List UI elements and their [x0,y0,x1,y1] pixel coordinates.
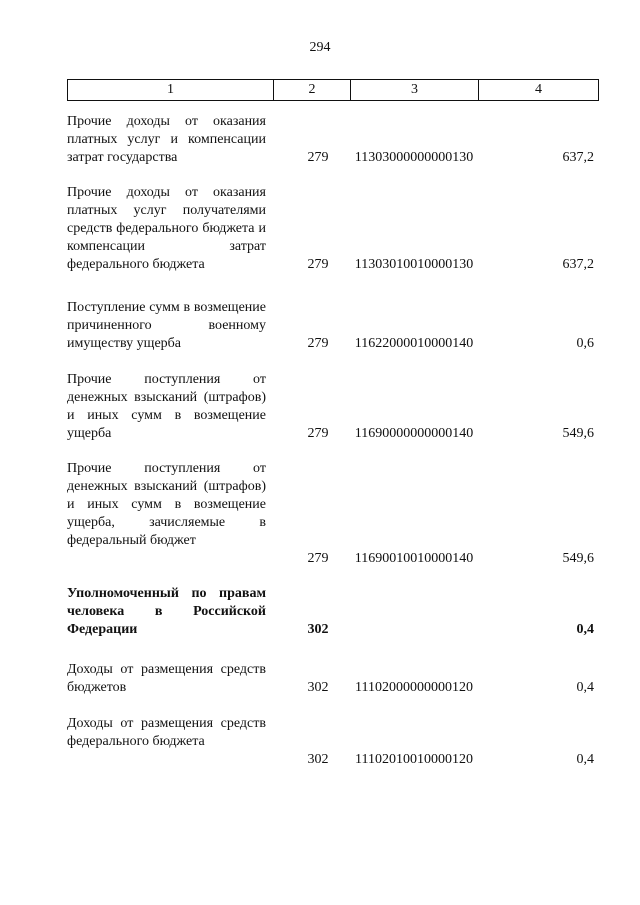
row-description: Прочие поступления от денежных взысканий (штрафов) и иных сумм в возмещение ущерба [67,372,266,441]
row-amount: 637,2 [562,257,594,272]
row-budget-code: 11102000000000120 [355,680,473,695]
row-budget-code: 11622000010000140 [354,336,474,351]
row-admin-code: 279 [307,426,329,441]
header-col-3: 3 [351,80,479,100]
row-description: Доходы от размещения средств федерального бюджета [67,716,266,749]
row-admin-code: 279 [307,257,329,272]
row-amount: 0,6 [576,336,594,351]
row-budget-code: 11690010010000140 [354,551,474,566]
page-number: 294 [309,40,331,55]
row-description: Прочие поступления от денежных взысканий (штрафов) и иных сумм в возмещение ущерба, зачисляемые в федеральный бюджет [67,461,266,548]
header-col-1: 1 [68,80,274,100]
table-row [67,585,599,639]
row-amount: 0,4 [576,752,594,767]
table-header [67,79,599,101]
row-amount: 549,6 [562,551,594,566]
row-budget-code: 11303010010000130 [354,257,474,272]
row-amount: 549,6 [562,426,594,441]
row-budget-code: 11690000000000140 [354,426,474,441]
row-admin-code: 279 [307,336,329,351]
table-row [67,113,599,167]
row-description: Поступление сумм в возмещение причиненного военному имуществу ущерба [67,300,266,351]
row-budget-code: 11303000000000130 [354,150,474,165]
table-row [67,715,599,769]
row-description: Уполномоченный по правам человека в Российской Федерации [67,586,266,637]
table-row [67,460,599,568]
table-row [67,184,599,274]
row-amount: 0,4 [576,680,594,695]
table-row [67,371,599,443]
row-description: Прочие доходы от оказания платных услуг и компенсации затрат государства [67,114,266,165]
row-admin-code: 279 [307,150,329,165]
row-admin-code: 279 [307,551,329,566]
table-row [67,299,599,353]
row-admin-code: 302 [307,680,329,695]
row-amount: 637,2 [562,150,594,165]
header-col-2: 2 [274,80,351,100]
row-description: Доходы от размещения средств бюджетов [67,662,266,695]
row-budget-code: 11102010010000120 [355,752,473,767]
table-row [67,661,599,697]
row-description: Прочие доходы от оказания платных услуг получателями средств федерального бюджета и компенсации затрат федерального бюджета [67,185,266,272]
row-admin-code: 302 [307,752,329,767]
row-admin-code: 302 [307,622,329,637]
row-amount: 0,4 [576,622,594,637]
header-col-4: 4 [535,82,542,97]
